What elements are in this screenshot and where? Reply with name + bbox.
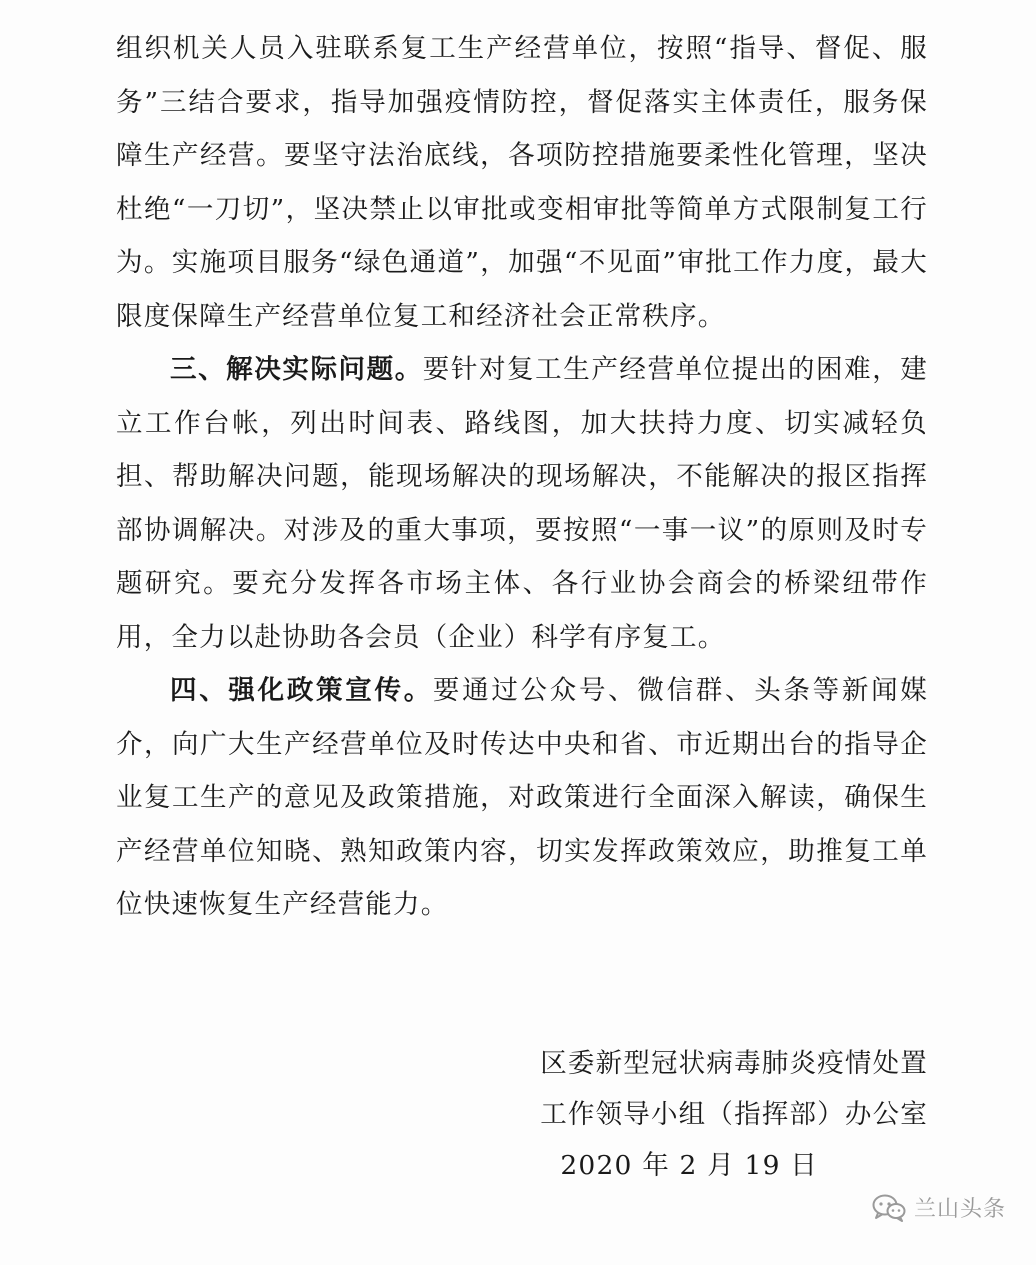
watermark-text: 兰山头条 <box>913 1197 1006 1222</box>
paragraph-section-three <box>116 343 928 664</box>
signature-block <box>540 1038 928 1191</box>
paragraph-section-four <box>116 664 928 932</box>
section-heading-three: 三、解决实际问题。 <box>170 354 423 385</box>
paragraph-continuation <box>116 22 928 343</box>
watermark <box>872 1192 1006 1223</box>
wechat-icon <box>872 1194 906 1222</box>
signature-org-line-1: 区委新型冠状病毒肺炎疫情处置 <box>540 1048 928 1079</box>
document-body <box>116 22 928 932</box>
paragraph-body: 要针对复工生产经营单位提出的困难，建立工作台帐，列出时间表、路线图，加大扶持力度、切实减轻负担、帮助解决问题，能现场解决的现场解决，不能解决的报区指挥部协调解决。对涉及的重大事项，要按照“一事一议”的原则及时专题研究。要充分发挥各市场主体、各行业协会商会的桥梁纽带作用，全力以赴协助各会员（企业）科学有序复工。 <box>116 354 928 653</box>
paragraph-body: 组织机关人员入驻联系复工生产经营单位，按照“指导、督促、服务”三结合要求，指导加强疫情防控，督促落实主体责任，服务保障生产经营。要坚守法治底线，各项防控措施要柔性化管理，坚决杜绝“一刀切”，坚决禁止以审批或变相审批等简单方式限制复工行为。实施项目服务“绿色通道”，加强“不见面”审批工作力度，最大限度保障生产经营单位复工和经济社会正常秩序。 <box>116 33 928 332</box>
signature-date: 2020 年 2 月 19 日 <box>560 1150 818 1181</box>
signature-org-line-2: 工作领导小组（指挥部）办公室 <box>540 1099 928 1130</box>
section-heading-four: 四、强化政策宣传。 <box>170 675 433 706</box>
paragraph-body: 要通过公众号、微信群、头条等新闻媒介，向广大生产经营单位及时传达中央和省、市近期出台的指导企业复工生产的意见及政策措施，对政策进行全面深入解读，确保生产经营单位知晓、熟知政策内容，切实发挥政策效应，助推复工单位快速恢复生产经营能力。 <box>116 675 928 920</box>
